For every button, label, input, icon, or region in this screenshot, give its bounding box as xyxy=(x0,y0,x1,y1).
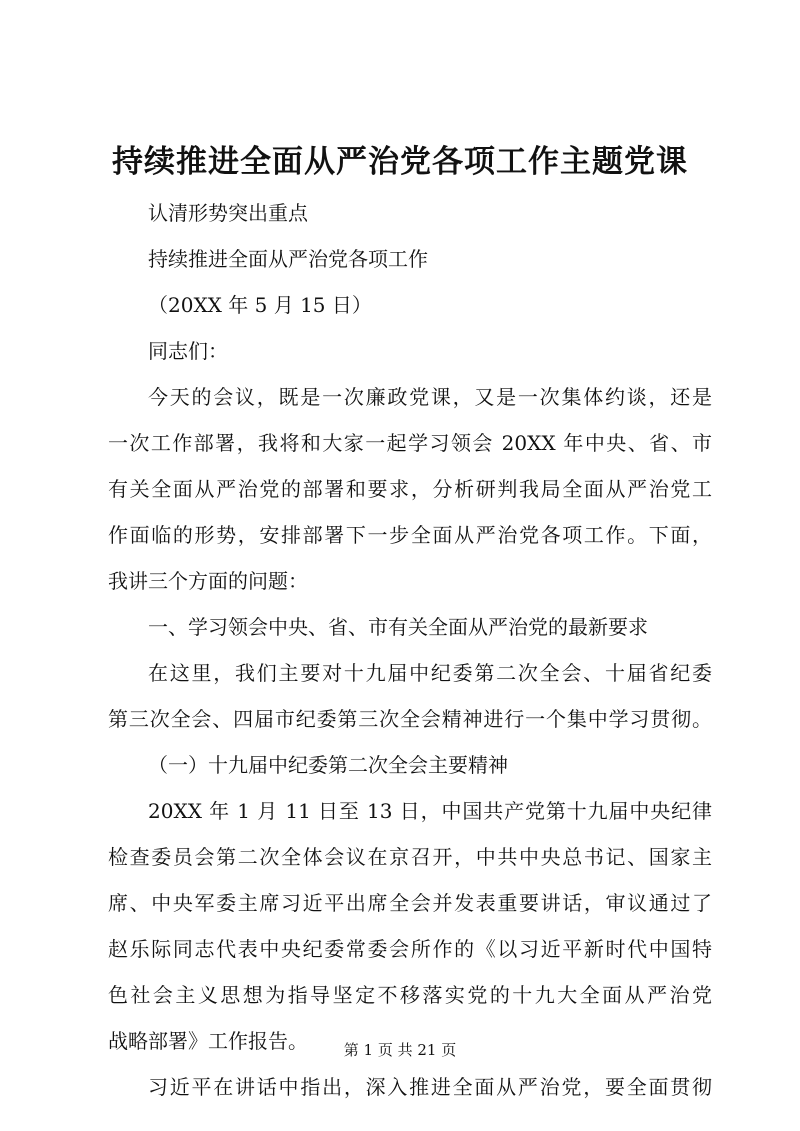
salutation: 同志们： xyxy=(148,339,228,363)
paragraph-line: 有关全面从严治党的部署和要求，分析研判我局全面从严治党工 xyxy=(108,477,712,501)
subsection-heading: （一）十九届中纪委第二次全会主要精神 xyxy=(148,753,508,777)
paragraph-line: 我讲三个方面的问题： xyxy=(108,569,308,593)
subtitle-line: 持续推进全面从严治党各项工作 xyxy=(148,247,428,271)
paragraph-line: 席、中央军委主席习近平出席全会并发表重要讲话，审议通过了 xyxy=(108,891,712,915)
paragraph-line: 今天的会议，既是一次廉政党课，又是一次集体约谈，还是 xyxy=(148,385,712,409)
paragraph-line: 作面临的形势，安排部署下一步全面从严治党各项工作。下面， xyxy=(108,523,712,547)
paragraph-line: 战略部署》工作报告。 xyxy=(108,1029,308,1053)
paragraph-line: 在这里，我们主要对十九届中纪委第二次全会、十届省纪委 xyxy=(148,661,712,685)
paragraph-line: 20XX 年 1 月 11 日至 13 日，中国共产党第十九届中央纪律 xyxy=(148,799,712,823)
paragraph-line: 色社会主义思想为指导坚定不移落实党的十九大全面从严治党 xyxy=(108,983,712,1007)
subtitle-line: 认清形势突出重点 xyxy=(148,201,308,225)
section-heading: 一、学习领会中央、省、市有关全面从严治党的最新要求 xyxy=(148,615,648,639)
paragraph-line: 第三次全会、四届市纪委第三次全会精神进行一个集中学习贯彻。 xyxy=(108,707,712,731)
document-title: 持续推进全面从严治党各项工作主题党课 xyxy=(112,144,688,180)
paragraph-line: 一次工作部署，我将和大家一起学习领会 20XX 年中央、省、市 xyxy=(108,431,712,455)
document-body xyxy=(108,190,712,1110)
paragraph-line: 赵乐际同志代表中央纪委常委会所作的《以习近平新时代中国特 xyxy=(108,937,712,961)
date-line: （20XX 年 5 月 15 日） xyxy=(148,293,372,317)
paragraph-line: 检查委员会第二次全体会议在京召开，中共中央总书记、国家主 xyxy=(108,845,712,869)
page-footer: 第 1 页 共 21 页 xyxy=(343,1041,457,1059)
paragraph-line: 习近平在讲话中指出，深入推进全面从严治党，要全面贯彻 xyxy=(148,1075,712,1099)
